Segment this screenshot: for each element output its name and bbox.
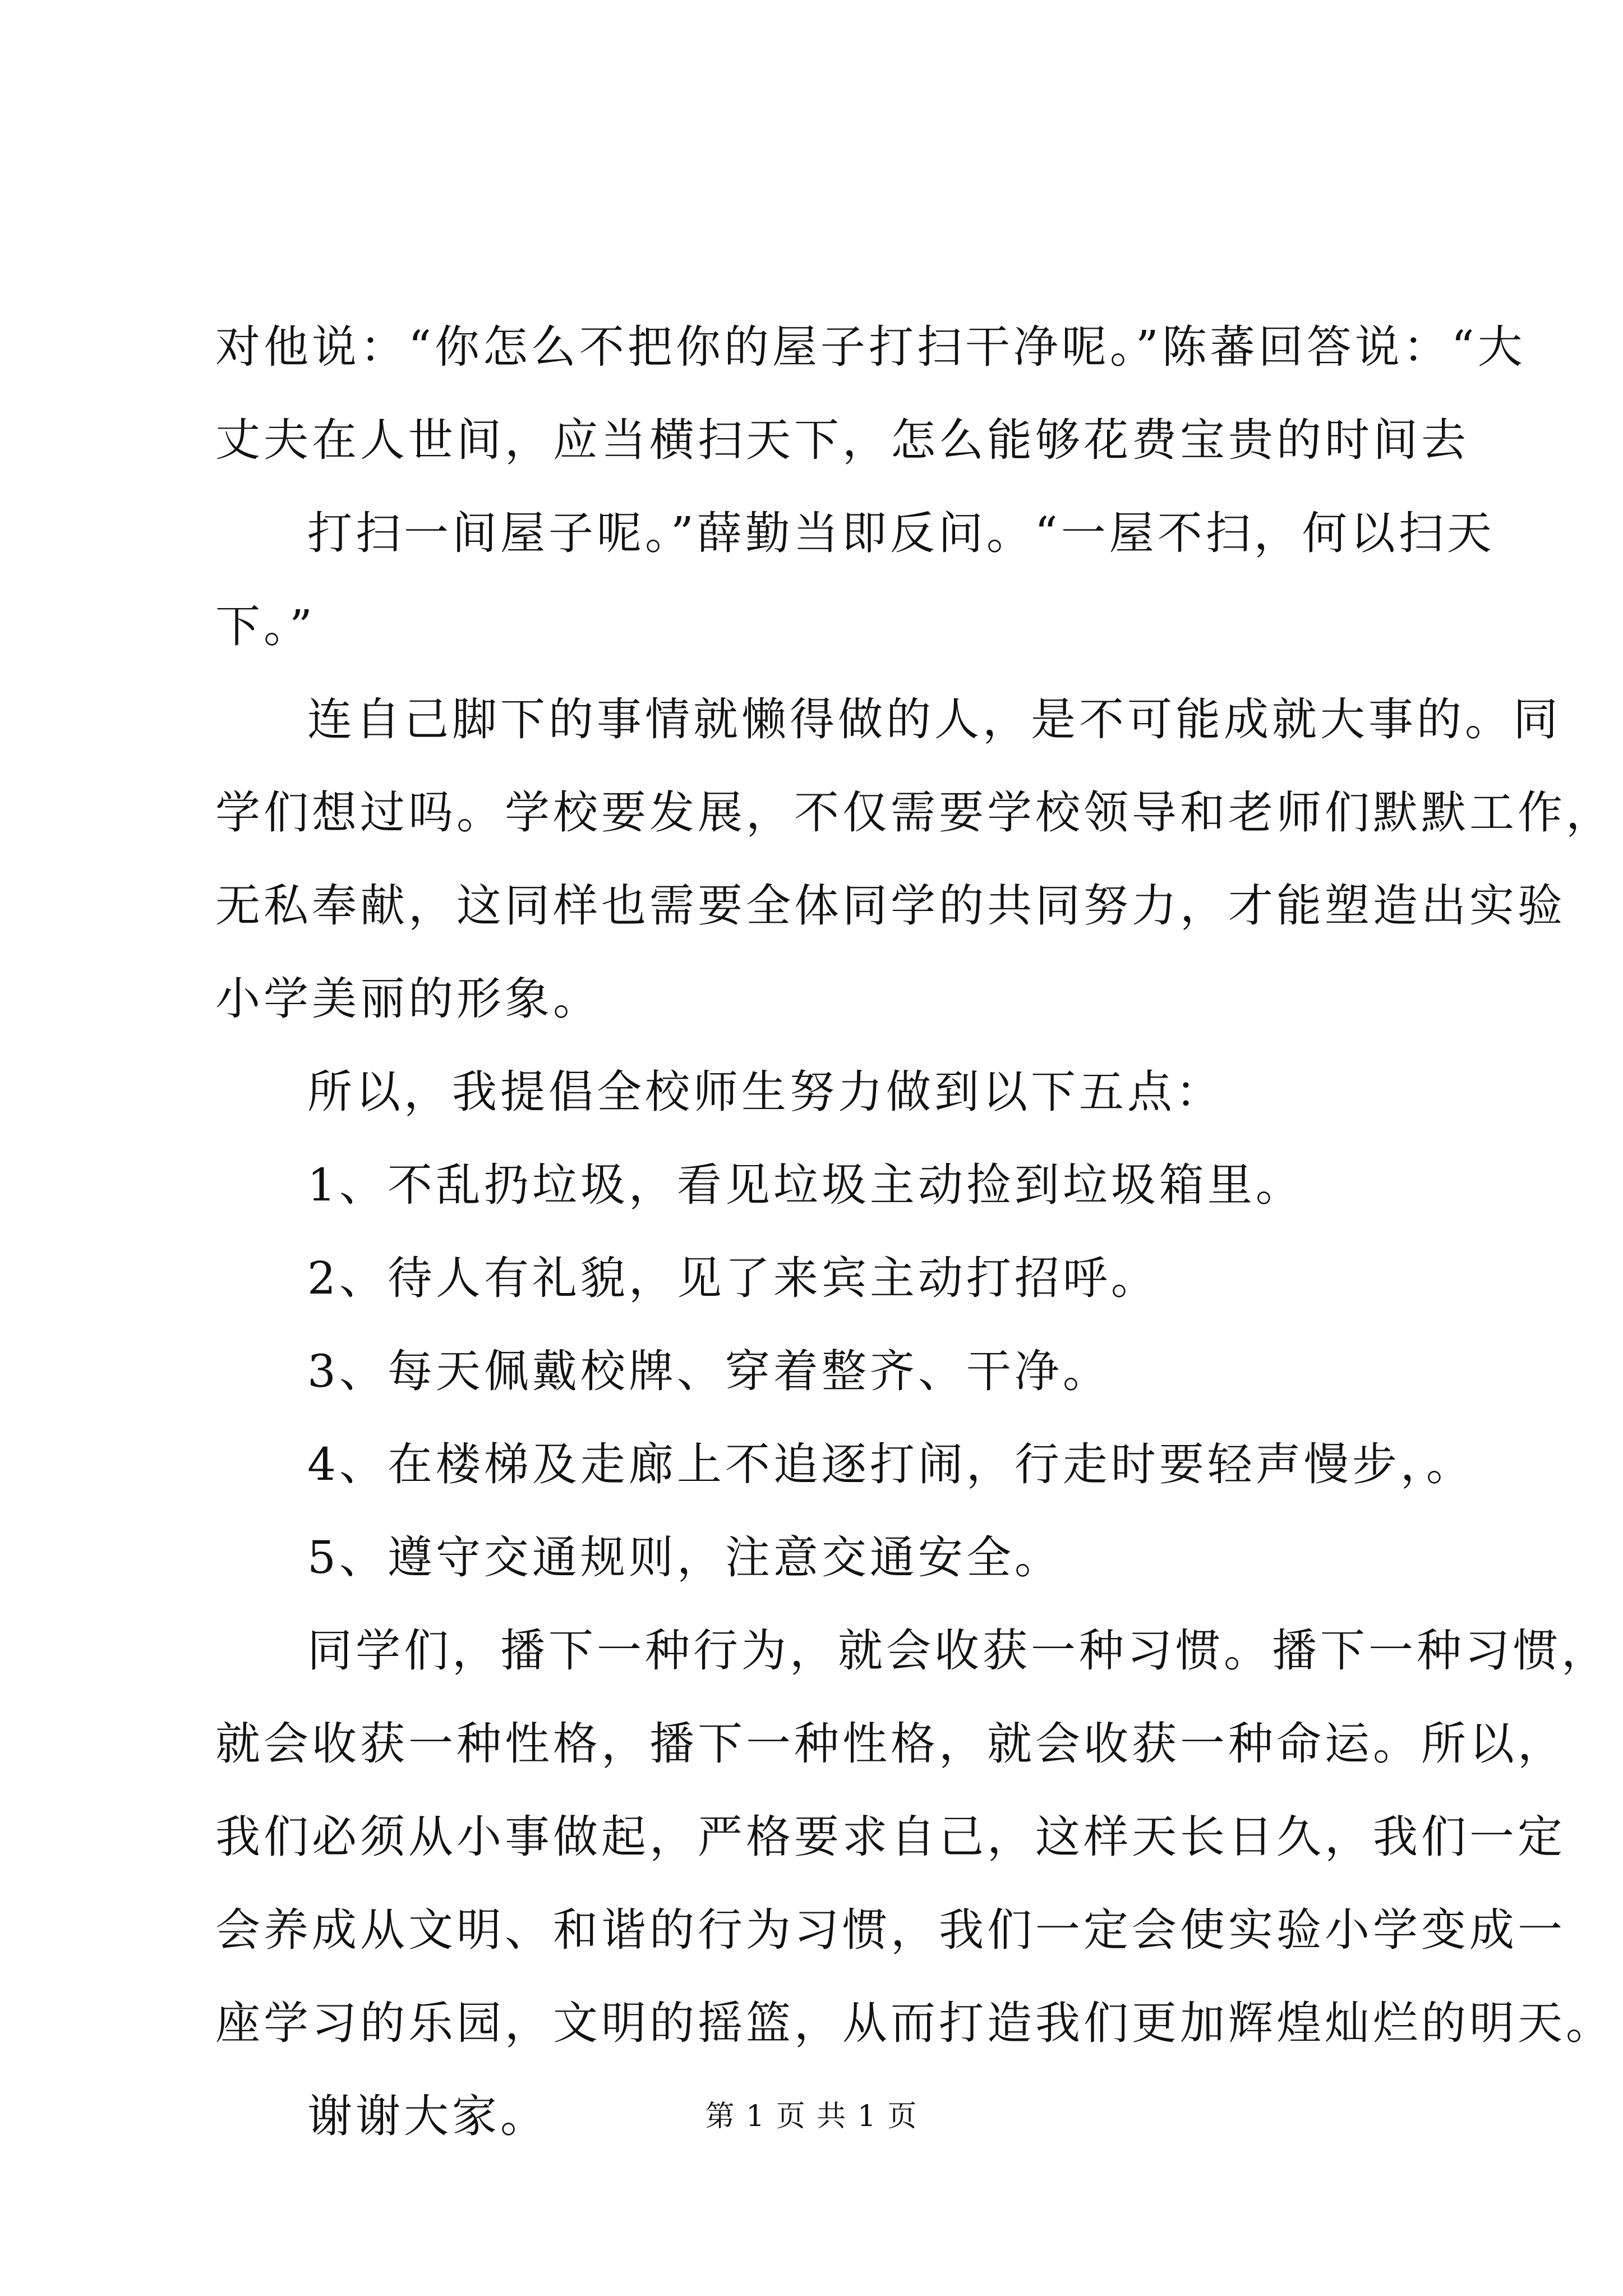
body-line: 对他说：“你怎么不把你的屋子打扫干净呢。”陈蕃回答说：“大 [215,321,1526,373]
list-item: 1、不乱扔垃圾，看见垃圾主动捡到垃圾箱里。 [307,1159,1304,1211]
body-line: 连自己脚下的事情就懒得做的人，是不可能成就大事的。同 [307,693,1561,746]
body-line: 座学习的乐园，文明的摇篮，从而打造我们更加辉煌灿烂的明天。 [215,1997,1614,2049]
body-line: 打扫一间屋子呢。”薛勤当即反问。“一屋不扫，何以扫天 [307,507,1495,559]
body-line: 就会收获一种性格，播下一种性格，就会收获一种命运。所以， [215,1718,1566,1770]
body-line: 会养成从文明、和谐的行为习惯，我们一定会使实验小学变成一 [215,1904,1566,1956]
body-line: 我们必须从小事做起，严格要求自己，这样天长日久，我们一定 [215,1811,1566,1863]
document-body [215,301,1614,2163]
list-item: 2、待人有礼貌，见了来宾主动打招呼。 [307,1252,1159,1304]
body-line: 下。” [215,600,316,652]
body-line: 小学美丽的形象。 [215,973,601,1025]
body-line: 无私奉献，这同样也需要全体同学的共同努力，才能塑造出实验 [215,880,1566,932]
list-item: 4、在楼梯及走廊上不追逐打闹，行走时要轻声慢步，。 [307,1438,1474,1490]
list-item: 5、遵守交通规则，注意交通安全。 [307,1531,1063,1584]
page-footer: 第 1 页 共 1 页 [705,2100,918,2133]
body-line: 学们想过吗。学校要发展，不仅需要学校领导和老师们默默工作， [215,786,1614,839]
closing-line: 谢谢大家。 [307,2090,548,2142]
body-line: 丈夫在人世间，应当横扫天下，怎么能够花费宝贵的时间去 [215,414,1469,466]
body-line: 所以，我提倡全校师生努力做到以下五点： [307,1066,1224,1118]
list-item: 3、每天佩戴校牌、穿着整齐、干净。 [307,1345,1111,1397]
body-line: 同学们，播下一种行为，就会收获一种习惯。播下一种习惯， [307,1625,1610,1677]
